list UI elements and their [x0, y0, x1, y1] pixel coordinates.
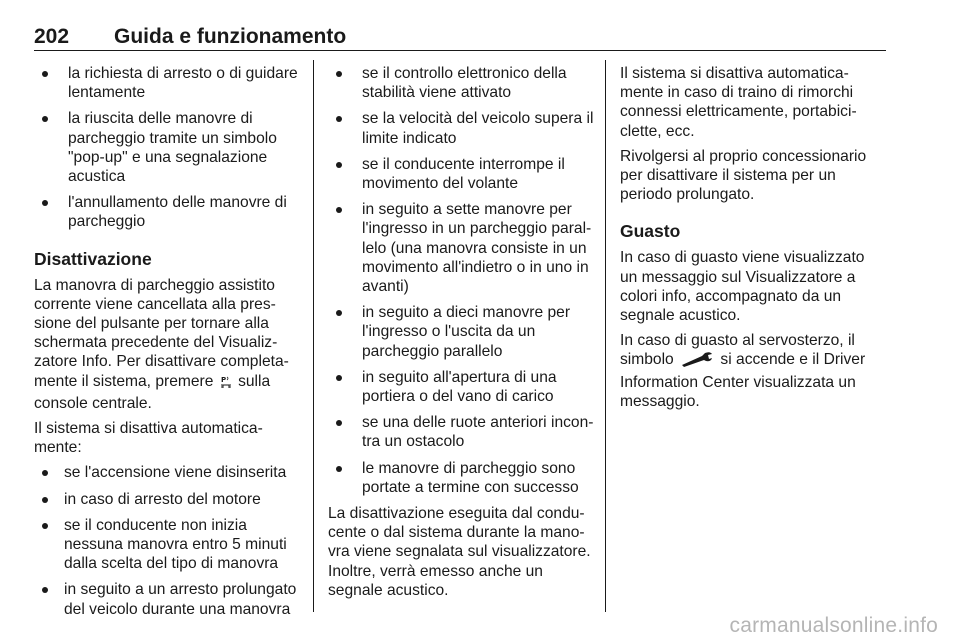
column-3: [620, 64, 886, 417]
list-item: se il conducente interrompe il movimento del volante: [328, 155, 596, 193]
parking-assist-icon: [220, 375, 232, 394]
paragraph: [34, 276, 302, 413]
list-item: la riuscita delle manovre di parcheggio tramite un simbolo "pop-up" e una segnalazione acustica: [34, 109, 302, 186]
list-item: se la velocità del veicolo supera il limite indicato: [328, 109, 596, 147]
deactivation-conditions-list: [328, 64, 596, 497]
list-item: se l'accensione viene disinserita: [34, 463, 302, 482]
wrench-icon: [680, 351, 714, 372]
status-bullet-list: [34, 64, 302, 232]
page-header: [34, 26, 886, 51]
list-item: l'annullamento delle manovre di parcheggio: [34, 193, 302, 231]
list-item: in caso di arresto del motore: [34, 490, 302, 509]
list-item: se il conducente non inizia nessuna manovra entro 5 minuti dalla scelta del tipo di manovra: [34, 516, 302, 574]
paragraph: Il sistema si disattiva automaticamente in caso di traino di rimorchi connessi elettricamente, portabiciclette, ecc.: [620, 65, 857, 140]
svg-text:P: P: [220, 375, 226, 384]
paragraph: In caso di guasto viene visualizzato un messaggio sul Visualizzatore a colori info, accompagnato da un segnale acustico.: [620, 249, 865, 325]
list-item: le manovre di parcheggio sono portate a termine con successo: [328, 459, 596, 497]
watermark: carmanualsonline.info: [729, 614, 938, 637]
section-heading-disattivazione: Disattivazione: [34, 248, 152, 269]
list-item: in seguito a un arresto prolungato del veicolo durante una manovra: [34, 580, 302, 618]
paragraph-text: si accende e il Driver Information Center visualizzata un messaggio.: [620, 351, 866, 410]
column-2: [328, 64, 596, 606]
column-1: [34, 64, 302, 626]
list-item: se il controllo elettronico della stabilità viene attivato: [328, 64, 596, 102]
list-item: la richiesta di arresto o di guidare lentamente: [34, 64, 302, 102]
paragraph: Il sistema si disattiva automaticamente:: [34, 420, 263, 457]
list-item: in seguito all'apertura di una portiera o del vano di carico: [328, 368, 596, 406]
deactivation-bullet-list: [34, 463, 302, 618]
column-divider-1: [313, 60, 314, 612]
chapter-title: Guida e funzionamento: [114, 25, 347, 48]
paragraph: La disattivazione eseguita dal conducente o dal sistema durante la manovra viene segnalata sul visualizzatore. Inoltre, verrà emesso anche un segnale acustico.: [328, 505, 591, 599]
paragraph-text: In caso di guasto al servosterzo, il simbolo: [620, 332, 855, 369]
section-heading-guasto: Guasto: [620, 221, 681, 242]
list-item: in seguito a sette manovre per l'ingresso in un parcheggio parallelo (una manovra consiste in un movimento all'indietro o in uno in avanti): [328, 200, 596, 296]
column-divider-2: [605, 60, 606, 612]
list-item: in seguito a dieci manovre per l'ingresso o l'uscita da un parcheggio parallelo: [328, 303, 596, 361]
paragraph: Rivolgersi al proprio concessionario per disattivare il sistema per un periodo prolungato.: [620, 147, 867, 204]
paragraph: [620, 331, 886, 411]
page-number: 202: [34, 25, 70, 48]
list-item: se una delle ruote anteriori incontra un ostacolo: [328, 413, 596, 451]
paragraph-text: sulla console centrale.: [34, 372, 271, 412]
paragraph-text: La manovra di parcheggio assistito corrente viene cancellata alla pressione del pulsante per tornare alla schermata precedente del Visualizzatore Info. Per disattivare completamente il sistema, premere: [34, 276, 289, 390]
